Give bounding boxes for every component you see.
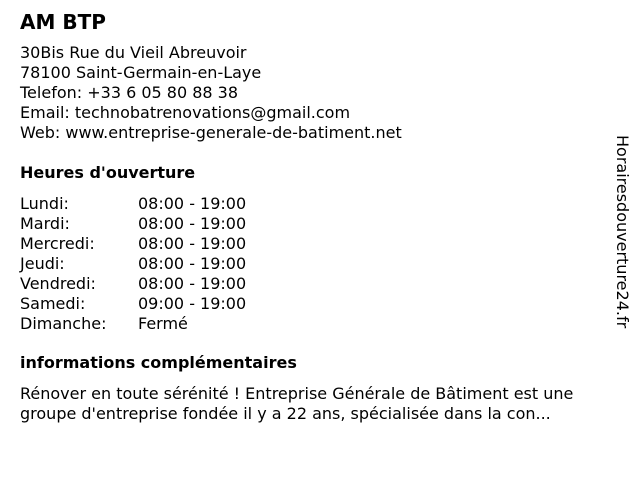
info-heading: informations complémentaires — [20, 353, 297, 372]
day-label: Mardi: — [20, 214, 70, 233]
day-label: Mercredi: — [20, 234, 95, 253]
hours-heading: Heures d'ouverture — [20, 163, 196, 182]
time-value: 08:00 - 19:00 — [138, 274, 247, 293]
time-value: Fermé — [138, 314, 188, 333]
day-label: Dimanche: — [20, 314, 107, 333]
description-text: Rénover en toute sérénité ! Entreprise Générale de Bâtiment est une groupe d'entreprise fondée il y a 22 ans, spécialisée dans la con... — [20, 384, 574, 423]
time-value: 08:00 - 19:00 — [138, 254, 247, 273]
time-value: 08:00 - 19:00 — [138, 214, 247, 233]
day-label: Samedi: — [20, 294, 86, 313]
time-value: 09:00 - 19:00 — [138, 294, 247, 313]
email-line[interactable]: Email: technobatrenovations@gmail.com — [20, 103, 351, 122]
address-line-2: 78100 Saint-Germain-en-Laye — [20, 63, 262, 82]
time-value: 08:00 - 19:00 — [138, 234, 247, 253]
web-line[interactable]: Web: www.entreprise-generale-de-batiment.net — [20, 123, 402, 142]
day-label: Jeudi: — [20, 254, 65, 273]
site-watermark: Horairesdouverture24.fr — [613, 135, 632, 329]
business-name: AM BTP — [20, 10, 106, 34]
contact-block — [20, 43, 402, 143]
address-line-1: 30Bis Rue du Vieil Abreuvoir — [20, 43, 247, 62]
time-value: 08:00 - 19:00 — [138, 194, 247, 213]
phone-line[interactable]: Telefon: +33 6 05 80 88 38 — [20, 83, 239, 102]
day-label: Vendredi: — [20, 274, 96, 293]
day-label: Lundi: — [20, 194, 69, 213]
